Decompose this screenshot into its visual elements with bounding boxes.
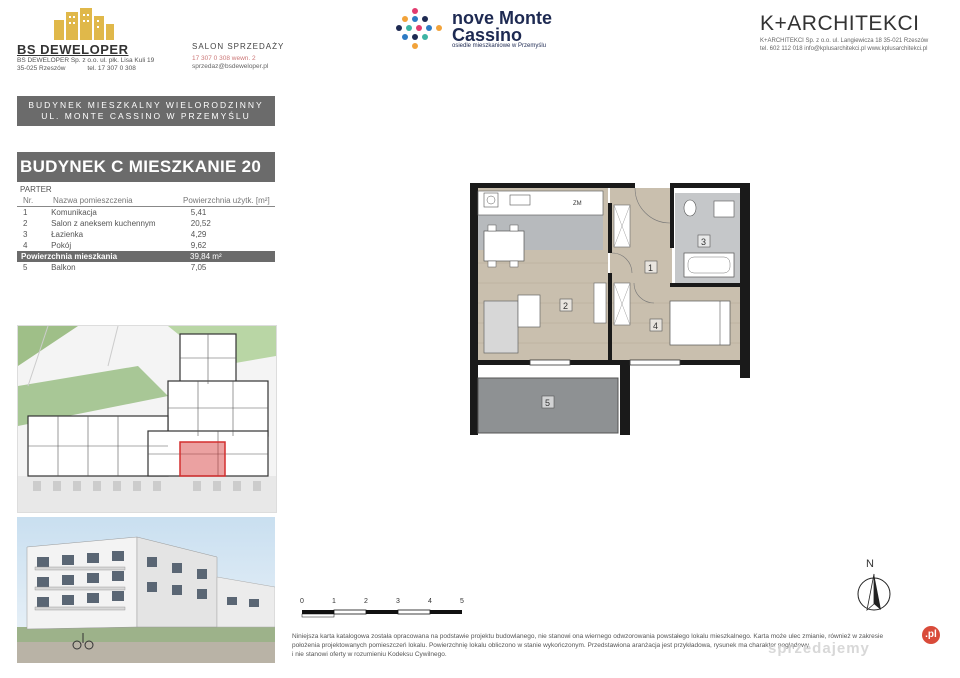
row-area: 20,52 bbox=[190, 219, 211, 228]
salon-contact bbox=[192, 55, 268, 71]
row-area: 4,29 bbox=[190, 230, 207, 239]
table-row bbox=[17, 229, 275, 240]
rooms-table bbox=[17, 184, 275, 273]
building-render-image bbox=[17, 517, 275, 663]
summary-label: Powierzchnia mieszkania bbox=[21, 252, 118, 261]
plan-label-zm: ZM bbox=[573, 201, 582, 207]
row-name: Łazienka bbox=[51, 230, 84, 239]
scale-tick: 1 bbox=[332, 598, 336, 605]
summary-area: 39,84 m² bbox=[190, 252, 222, 261]
bs-deweloper-name: BS DEWELOPER bbox=[17, 42, 129, 57]
row-area: 7,05 bbox=[190, 263, 207, 272]
nove-subtitle: osiedle mieszkaniowe w Przemyślu bbox=[452, 43, 547, 49]
scale-bar-drawing bbox=[300, 590, 475, 620]
disclaimer-line3: i nie stanowi oferty w rozumieniu Kodeksu Cywilnego. bbox=[292, 651, 447, 658]
nove-monte-cassino-logo-icon bbox=[395, 7, 445, 53]
k-architekci-phone-web: tel. 602 112 018 info@kplusarchitekci.pl www.kplusarchitekci.pl bbox=[760, 46, 928, 52]
scale-tick: 2 bbox=[364, 598, 368, 605]
floor-label: PARTER bbox=[20, 185, 52, 194]
building-line2: UL. MONTE CASSINO W PRZEMYŚLU bbox=[41, 111, 251, 121]
bs-phone: tel. 17 307 0 308 bbox=[87, 65, 136, 72]
plan-label-room3: 3 bbox=[701, 237, 707, 247]
watermark-badge: .pl bbox=[922, 626, 940, 644]
disclaimer-line1: Niniejsza karta katalogowa została opracowana na podstawie projektu budowlanego, nie stanowi ona wiernego odwzorowania powstałego lokalu mieszkalnego. Karta może ulec zmianie, również w zakresie bbox=[292, 633, 884, 640]
scale-bar bbox=[300, 590, 475, 625]
bs-address-row bbox=[17, 65, 154, 73]
site-plan bbox=[17, 325, 277, 513]
row-nr: 4 bbox=[23, 241, 28, 250]
site-plan-drawing bbox=[18, 326, 276, 512]
header-name: Nazwa pomieszczenia bbox=[53, 196, 133, 205]
building-line1: BUDYNEK MIESZKALNY WIELORODZINNY bbox=[28, 100, 264, 110]
bs-address-2: 35-025 Rzeszów bbox=[17, 65, 66, 72]
apartment-title: BUDYNEK C MIESZKANIE 20 bbox=[17, 152, 275, 182]
building-render-drawing bbox=[17, 517, 275, 663]
row-name: Komunikacja bbox=[51, 208, 97, 217]
highlighted-apartment bbox=[180, 442, 225, 476]
plan-label-room2: 2 bbox=[563, 301, 569, 311]
bs-deweloper-logo-icon bbox=[50, 6, 118, 40]
row-name: Salon z aneksem kuchennym bbox=[51, 219, 156, 228]
k-architekci-name: K+ARCHITEKCI bbox=[760, 12, 920, 35]
watermark-text: sprzedajemy bbox=[768, 640, 870, 657]
row-area: 9,62 bbox=[190, 241, 207, 250]
row-nr: 1 bbox=[23, 208, 28, 217]
bs-address-1: BS DEWELOPER Sp. z o.o. ul. płk. Lisa Kuli 19 bbox=[17, 57, 155, 64]
scale-tick: 3 bbox=[396, 598, 400, 605]
salon-email[interactable]: sprzedaz@bsdeweloper.pl bbox=[192, 63, 269, 70]
plan-label-room4: 4 bbox=[653, 321, 659, 331]
header-area: Powierzchnia użytk. [m²] bbox=[183, 196, 270, 205]
summary-row bbox=[17, 251, 275, 262]
row-name: Pokój bbox=[51, 241, 72, 250]
nove-title-line1: nove Monte bbox=[452, 8, 553, 28]
plan-label-room5: 5 bbox=[545, 398, 551, 408]
table-header bbox=[17, 195, 275, 207]
scale-tick: 5 bbox=[460, 598, 464, 605]
row-nr: 3 bbox=[23, 230, 28, 239]
compass-icon bbox=[852, 570, 896, 618]
table-row bbox=[17, 218, 275, 229]
building-description-box bbox=[17, 96, 275, 126]
scale-tick: 0 bbox=[300, 598, 304, 605]
table-row bbox=[17, 240, 275, 251]
salon-title: SALON SPRZEDAŻY bbox=[192, 42, 285, 51]
floor-label-row bbox=[17, 184, 275, 195]
scale-tick: 4 bbox=[428, 598, 432, 605]
header-nr: Nr. bbox=[23, 196, 34, 205]
row-name: Balkon bbox=[51, 263, 76, 272]
row-nr: 5 bbox=[23, 263, 28, 272]
k-architekci-address: K+ARCHITEKCI Sp. z o.o. ul. Langiewicza 18 35-021 Rzeszów bbox=[760, 38, 929, 44]
plan-label-room1: 1 bbox=[648, 263, 654, 273]
north-label: N bbox=[866, 558, 874, 570]
row-area: 5,41 bbox=[190, 208, 207, 217]
bs-contact bbox=[17, 57, 154, 73]
row-nr: 2 bbox=[23, 219, 28, 228]
nove-title bbox=[452, 10, 552, 44]
floor-plan-drawing bbox=[470, 183, 750, 438]
nove-title-line2: Cassino bbox=[452, 25, 523, 45]
apartment-floor-plan bbox=[470, 183, 750, 438]
salon-phone: 17 307 0 308 wewn. 2 bbox=[192, 55, 256, 62]
k-architekci-contact bbox=[760, 37, 928, 53]
table-row bbox=[17, 262, 275, 273]
table-row bbox=[17, 207, 275, 218]
disclaimer-line2: położenia projektowanych pomieszczeń lokalu. Powierzchnię lokalu obliczono w stanie wykończonym. Przedstawiona aranżacja jest przykładowa, rysunek ma charakter poglądowy bbox=[292, 642, 810, 649]
